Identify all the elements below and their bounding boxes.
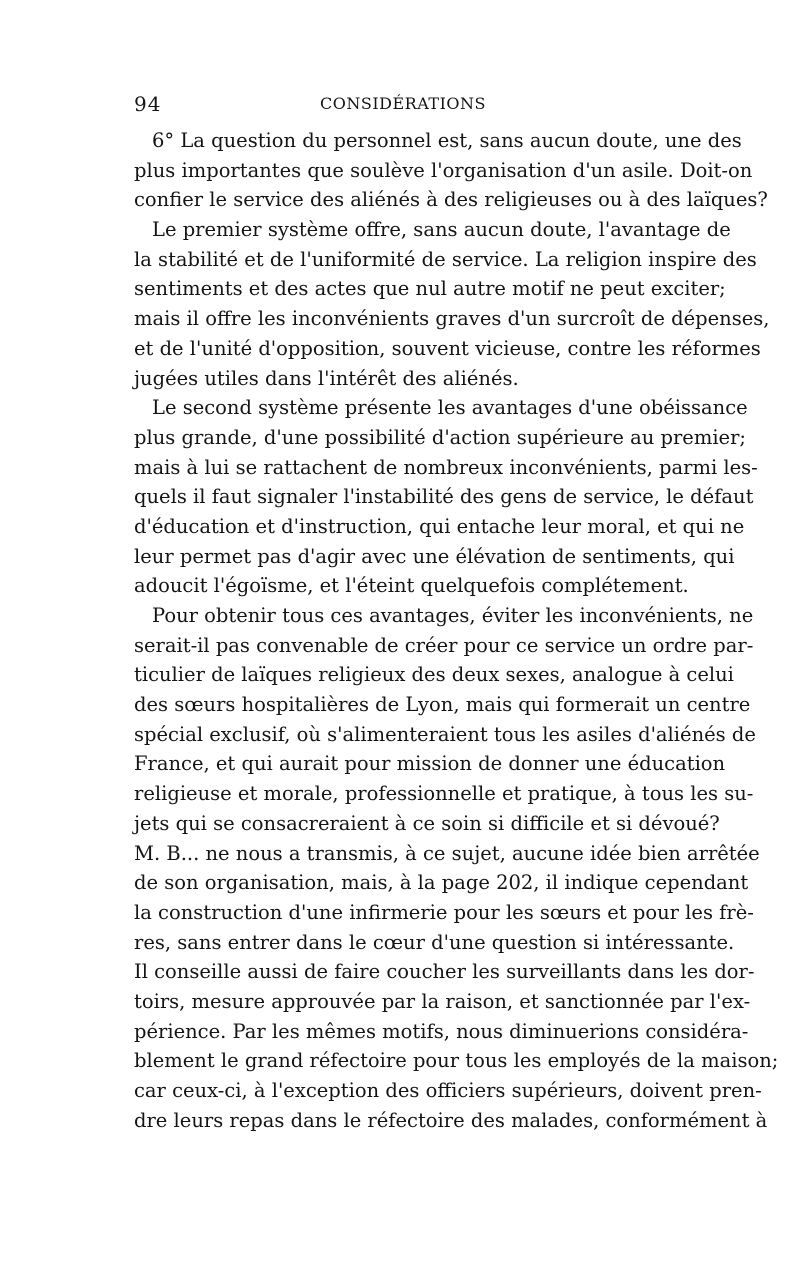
page-number: 94 (134, 92, 162, 116)
text-line: Le second système présente les avantages d'une obéissance (152, 396, 748, 420)
text-line: d'éducation et d'instruction, qui entache leur moral, et qui ne (134, 514, 745, 538)
text-line: plus grande, d'une possibilité d'action supérieure au premier; (134, 425, 746, 449)
text-line: toirs, mesure approuvée par la raison, et sanctionnée par l'ex- (134, 989, 751, 1013)
text-line: leur permet pas d'agir avec une élévation de sentiments, qui (134, 544, 735, 568)
text-line: quels il faut signaler l'instabilité des gens de service, le défaut (134, 485, 754, 509)
text-line: France, et qui aurait pour mission de donner une éducation (134, 752, 726, 776)
text-line: des sœurs hospitalières de Lyon, mais qui formerait un centre (134, 693, 751, 717)
text-line: mais à lui se rattachent de nombreux inconvénients, parmi les- (134, 455, 758, 479)
text-line: jugées utiles dans l'intérêt des aliénés. (134, 366, 519, 390)
text-line: et de l'unité d'opposition, souvent vicieuse, contre les réformes (134, 336, 761, 360)
running-title: CONSIDÉRATIONS (320, 94, 486, 113)
body-text (134, 126, 779, 1135)
text-line: ticulier de laïques religieux des deux sexes, analogue à celui (134, 663, 734, 687)
text-line: Pour obtenir tous ces avantages, éviter les inconvénients, ne (152, 604, 754, 627)
text-line: res, sans entrer dans le cœur d'une question si intéressante. (134, 930, 735, 954)
text-line: adoucit l'égoïsme, et l'éteint quelquefois complétement. (134, 574, 689, 598)
text-line: mais il offre les inconvénients graves d'un surcroît de dépenses, (134, 307, 770, 331)
text-line: Il conseille aussi de faire coucher les surveillants dans les dor- (134, 960, 755, 984)
text-line: sentiments et des actes que nul autre motif ne peut exciter; (134, 277, 726, 301)
page-header (134, 92, 672, 118)
text-line: plus importantes que soulève l'organisation d'un asile. Doit-on (134, 158, 753, 182)
text-line: blement le grand réfectoire pour tous les employés de la maison; (134, 1049, 779, 1073)
text-line: la construction d'une infirmerie pour les sœurs et pour les frè- (134, 900, 754, 924)
text-line: M. B... ne nous a transmis, à ce sujet, aucune idée bien arrêtée (134, 841, 760, 865)
text-line: jets qui se consacreraient à ce soin si difficile et si dévoué? (134, 811, 720, 835)
text-line: spécial exclusif, où s'alimenteraient tous les asiles d'aliénés de (134, 722, 756, 746)
text-line: la stabilité et de l'uniformité de service. La religion inspire des (134, 247, 757, 271)
text-line: car ceux-ci, à l'exception des officiers supérieurs, doivent pren- (134, 1079, 762, 1102)
text-line: Le premier système offre, sans aucun doute, l'avantage de (152, 218, 731, 242)
text-line: serait-il pas convenable de créer pour ce service un ordre par- (134, 633, 754, 657)
text-line: périence. Par les mêmes motifs, nous diminuerions considéra- (134, 1019, 749, 1043)
text-line: dre leurs repas dans le réfectoire des malades, conformément à (134, 1108, 768, 1132)
text-line: confier le service des aliénés à des religieuses ou à des laïques? (134, 188, 768, 212)
text-line: religieuse et morale, professionnelle et pratique, à tous les su- (134, 782, 754, 806)
text-line: 6° La question du personnel est, sans aucun doute, une des (152, 129, 742, 152)
text-line: de son organisation, mais, à la page 202, il indique cependant (134, 871, 749, 895)
